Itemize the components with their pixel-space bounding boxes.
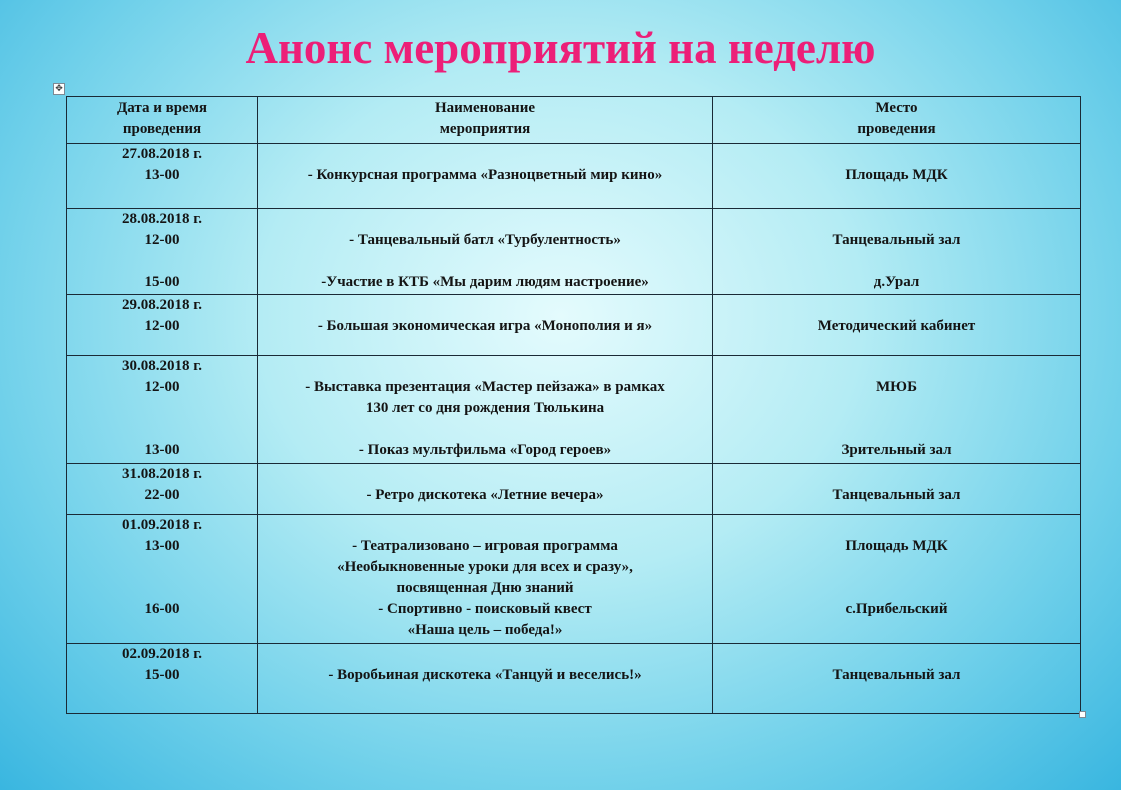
date-cell: 29.08.2018 г. 12-00 (67, 295, 258, 356)
date-cell: 01.09.2018 г. 13-00 16-00 (67, 515, 258, 644)
place-cell: Танцевальный зал (713, 464, 1081, 515)
move-icon[interactable]: ✥ (53, 83, 65, 95)
place-cell: Площадь МДК с.Прибельский (713, 515, 1081, 644)
header-event: Наименование мероприятия (258, 97, 713, 144)
date-cell: 02.09.2018 г. 15-00 (67, 644, 258, 714)
place-cell: Танцевальный зал (713, 644, 1081, 714)
event-cell: - Большая экономическая игра «Монополия и я» (258, 295, 713, 356)
event-cell: - Ретро дискотека «Летние вечера» (258, 464, 713, 515)
table-resize-handle[interactable] (1079, 711, 1086, 718)
event-cell: - Танцевальный батл «Турбулентность» -Участие в КТБ «Мы дарим людям настроение» (258, 209, 713, 295)
event-cell: - Театрализовано – игровая программа «Необыкновенные уроки для всех и сразу», посвященная Дню знаний - Спортивно - поисковый квест «Наша цель – победа!» (258, 515, 713, 644)
table-row (67, 295, 1081, 356)
event-cell: - Конкурсная программа «Разноцветный мир кино» (258, 144, 713, 209)
table-row (67, 644, 1081, 714)
date-cell: 27.08.2018 г. 13-00 (67, 144, 258, 209)
event-cell: - Воробьиная дискотека «Танцуй и веселись!» (258, 644, 713, 714)
place-cell: МЮБ Зрительный зал (713, 356, 1081, 464)
header-place: Место проведения (713, 97, 1081, 144)
place-cell: Площадь МДК (713, 144, 1081, 209)
table-row (67, 464, 1081, 515)
header-date: Дата и время проведения (67, 97, 258, 144)
table-row (67, 144, 1081, 209)
event-cell: - Выставка презентация «Мастер пейзажа» в рамках 130 лет со дня рождения Тюлькина - Показ мультфильма «Город героев» (258, 356, 713, 464)
table-row (67, 356, 1081, 464)
place-cell: Методический кабинет (713, 295, 1081, 356)
place-cell: Танцевальный зал д.Урал (713, 209, 1081, 295)
table-header-row (67, 97, 1081, 144)
table-row (67, 515, 1081, 644)
date-cell: 28.08.2018 г. 12-00 15-00 (67, 209, 258, 295)
table-row (67, 209, 1081, 295)
page-title: Анонс мероприятий на неделю (245, 23, 876, 73)
date-cell: 30.08.2018 г. 12-00 13-00 (67, 356, 258, 464)
events-table (66, 96, 1081, 714)
date-cell: 31.08.2018 г. 22-00 (67, 464, 258, 515)
